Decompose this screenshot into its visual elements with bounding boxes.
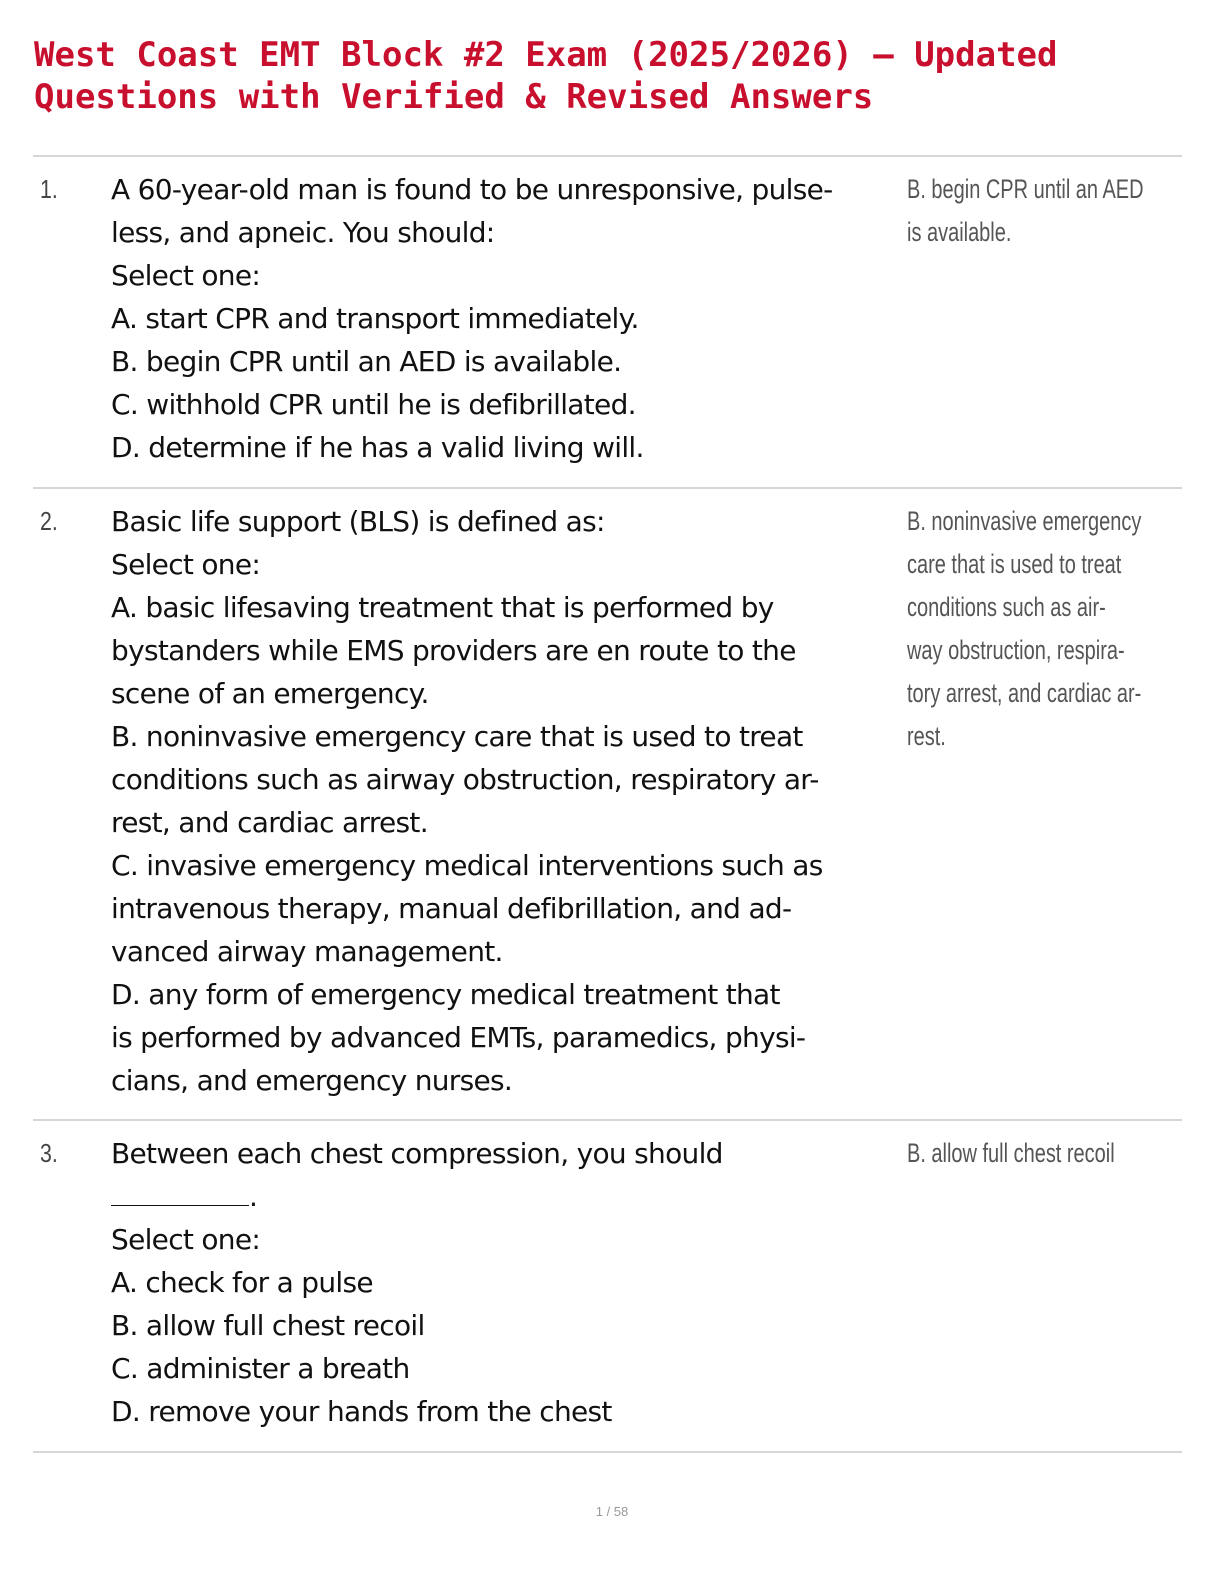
- option-a: A. check for a pulse: [111, 1266, 373, 1299]
- divider-bottom: [33, 1451, 1182, 1453]
- title-line-1: West Coast EMT Block #2 Exam (2025/2026) – Updated: [34, 35, 1058, 75]
- select-one-label: Select one:: [111, 548, 261, 581]
- option-a-cont: scene of an emergency.: [111, 677, 429, 710]
- select-one-label: Select one:: [111, 1223, 261, 1256]
- option-a-cont: bystanders while EMS providers are en route to the: [111, 634, 796, 667]
- question-line: A 60-year-old man is found to be unresponsive, pulse-: [111, 173, 833, 206]
- answer-text: [907, 168, 1144, 254]
- blank-underline: [111, 1175, 249, 1206]
- page-number: 1 / 58: [595, 1504, 629, 1519]
- option-b-cont: rest, and cardiac arrest.: [111, 806, 428, 839]
- question-text: [111, 500, 901, 1102]
- option-b: B. allow full chest recoil: [111, 1309, 425, 1342]
- divider: [33, 487, 1182, 489]
- option-c: C. administer a breath: [111, 1352, 410, 1385]
- question-number: 3.: [40, 1138, 58, 1168]
- option-a: A. basic lifesaving treatment that is performed by: [111, 591, 774, 624]
- option-c: C. withhold CPR until he is defibrillated.: [111, 388, 636, 421]
- option-b: B. begin CPR until an AED is available.: [111, 345, 622, 378]
- divider: [33, 1119, 1182, 1121]
- option-c-cont: intravenous therapy, manual defibrillation, and ad-: [111, 892, 792, 925]
- question-text: [111, 168, 901, 469]
- option-d: D. any form of emergency medical treatment that: [111, 978, 780, 1011]
- answer-line: rest.: [907, 721, 946, 751]
- option-c: C. invasive emergency medical interventions such as: [111, 849, 823, 882]
- answer-line: is available.: [907, 217, 1012, 247]
- option-b-cont: conditions such as airway obstruction, respiratory ar-: [111, 763, 819, 796]
- answer-line: way obstruction, respira-: [907, 635, 1125, 665]
- question-text: [111, 1132, 901, 1433]
- divider-top: [33, 155, 1182, 157]
- answer-text: [907, 1132, 1129, 1175]
- answer-line: conditions such as air-: [907, 592, 1106, 622]
- answer-text: [907, 500, 1142, 758]
- answer-line: B. begin CPR until an AED: [907, 174, 1144, 204]
- answer-line: B. allow full chest recoil: [907, 1138, 1115, 1168]
- title-line-2: Questions with Verified & Revised Answers: [34, 77, 874, 117]
- option-a: A. start CPR and transport immediately.: [111, 302, 639, 335]
- page-title: [34, 34, 1194, 118]
- fill-in-blank-line: [111, 1175, 901, 1218]
- question-number: 1.: [40, 174, 58, 204]
- option-b: B. noninvasive emergency care that is used to treat: [111, 720, 803, 753]
- question-number: 2.: [40, 506, 58, 536]
- question-line: less, and apneic. You should:: [111, 216, 495, 249]
- question-line: Between each chest compression, you should: [111, 1137, 723, 1170]
- option-d: D. remove your hands from the chest: [111, 1395, 612, 1428]
- answer-line: B. noninvasive emergency: [907, 506, 1142, 536]
- question-line: Basic life support (BLS) is defined as:: [111, 505, 605, 538]
- option-d: D. determine if he has a valid living will.: [111, 431, 644, 464]
- select-one-label: Select one:: [111, 259, 261, 292]
- answer-line: care that is used to treat: [907, 549, 1122, 579]
- blank-period: .: [249, 1180, 258, 1213]
- option-d-cont: is performed by advanced EMTs, paramedics, physi-: [111, 1021, 806, 1054]
- option-d-cont: cians, and emergency nurses.: [111, 1064, 513, 1097]
- answer-line: tory arrest, and cardiac ar-: [907, 678, 1142, 708]
- option-c-cont: vanced airway management.: [111, 935, 503, 968]
